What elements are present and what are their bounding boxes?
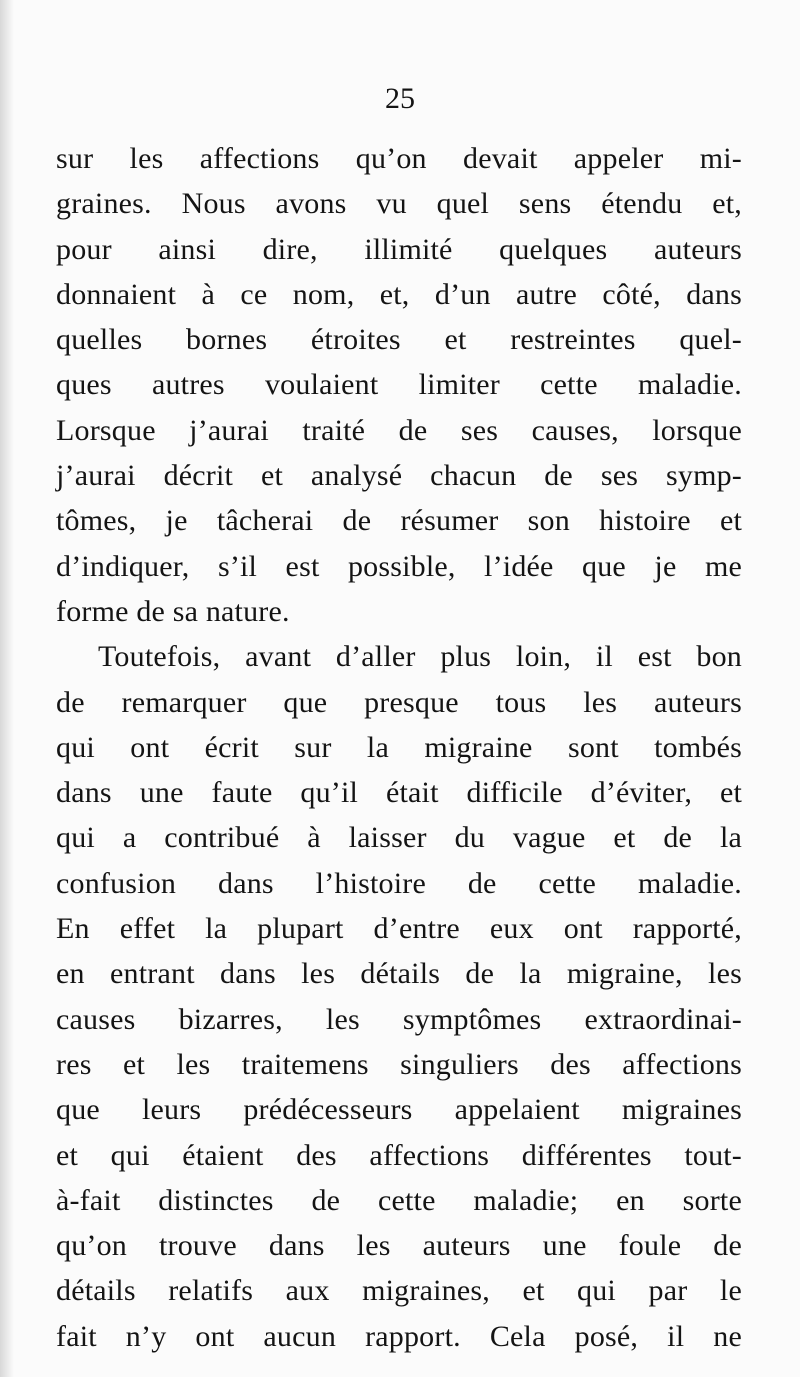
text-line: donnaient à ce nom, et, d’un autre côté, dans [56,277,742,311]
text-line: et qui étaient des affections différentes tout- [56,1138,742,1172]
text-line: qui a contribué à laisser du vague et de la [56,821,742,855]
text-line: confusion dans l’histoire de cette maladie. [56,866,742,900]
text-line: fait n’y ont aucun rapport. Cela posé, il ne [56,1319,742,1353]
body-text [56,136,742,1359]
text-line: j’aurai décrit et analysé chacun de ses symp- [56,459,742,493]
text-line: pour ainsi dire, illimité quelques auteurs [56,232,742,266]
text-line: causes bizarres, les symptômes extraordinai- [56,1002,742,1036]
text-line: graines. Nous avons vu quel sens étendu et, [56,187,742,221]
text-line: En effet la plupart d’entre eux ont rapporté, [56,912,742,946]
paragraph-start-line: Toutefois, avant d’aller plus loin, il est bon [98,640,742,674]
text-line: qui ont écrit sur la migraine sont tombés [56,730,742,764]
text-line: Lorsque j’aurai traité de ses causes, lorsque [56,413,742,447]
text-line: ques autres voulaient limiter cette maladie. [56,368,742,402]
text-line: que leurs prédécesseurs appelaient migraines [56,1093,742,1127]
text-line: en entrant dans les détails de la migraine, les [56,957,742,991]
text-line: qu’on trouve dans les auteurs une foule de [56,1229,742,1263]
text-line: de remarquer que presque tous les auteurs [56,685,742,719]
text-line: dans une faute qu’il était difficile d’éviter, et [56,776,742,810]
text-line: res et les traitemens singuliers des affections [56,1047,742,1081]
text-line: à-fait distinctes de cette maladie; en sorte [56,1183,742,1217]
paragraph-end-line: forme de sa nature. [56,594,290,628]
text-line: quelles bornes étroites et restreintes quel- [56,323,742,357]
text-line: sur les affections qu’on devait appeler mi- [56,142,742,175]
text-line: tômes, je tâcherai de résumer son histoire et [56,504,742,538]
page-edge-shadow [0,0,14,1377]
page-number: 25 [385,82,415,115]
text-line: d’indiquer, s’il est possible, l’idée que je me [56,549,742,583]
text-line: détails relatifs aux migraines, et qui par le [56,1274,742,1308]
